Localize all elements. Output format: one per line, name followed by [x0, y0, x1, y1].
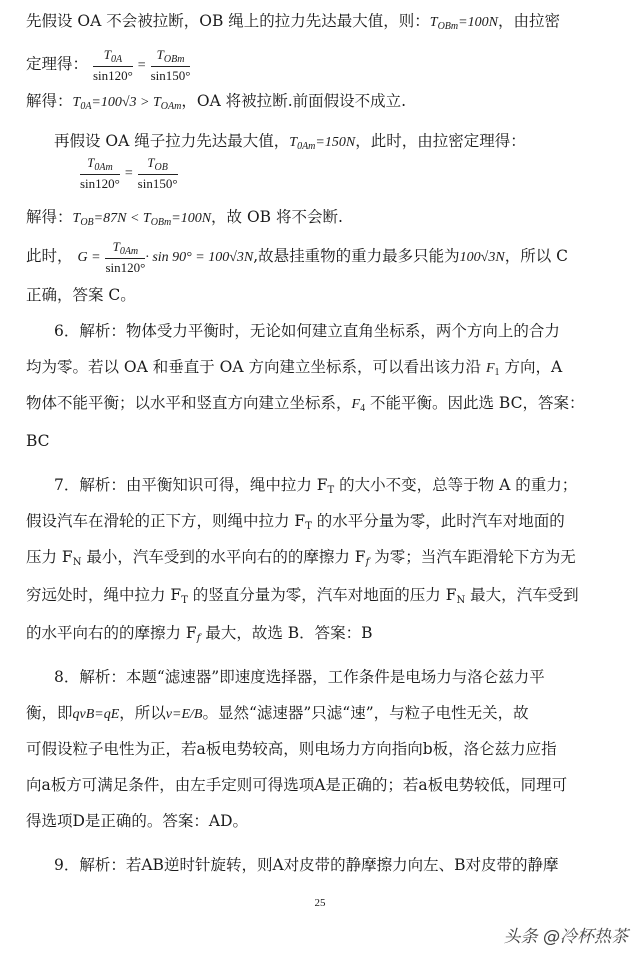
page-number: 25	[314, 897, 326, 909]
fraction: $\frac{T_{0Am}}{\sin 120^\circ}$	[105, 239, 146, 275]
math: · sin 90° = 100√3N	[145, 250, 254, 265]
text-line	[26, 210, 624, 228]
math: 100√3N	[459, 250, 505, 265]
text: ，OA 将被拉断.前面假设不成立.	[181, 92, 407, 110]
text: ,故悬挂重物的重力最多只能为	[253, 247, 460, 265]
equation-line: 定理得： $\frac{T_{0A}}{\sin 120^\circ}$ = $\frac{T_{OBm}}{\sin 150^\circ}$	[26, 47, 191, 83]
text: 解得：	[26, 208, 73, 226]
watermark: 头条 @冷杯热茶	[503, 927, 628, 947]
text: 此时，	[26, 247, 73, 265]
text: 定理得：	[26, 55, 89, 73]
text: ，故 OB 将不会断.	[211, 208, 343, 226]
text-line: 假设汽车在滑轮的正下方，则绳中拉力 $F_T$ 的水平分量为零，此时汽车对地面的	[26, 512, 565, 532]
text: ，所以 C	[504, 247, 568, 265]
text: ，由拉密	[497, 12, 560, 30]
text: 解得：	[26, 92, 73, 110]
text-line	[26, 94, 624, 112]
equation-line: $\frac{T_{0Am}}{\sin 120^\circ}$ = $\frac{T_{OB}}{\sin 150^\circ}$	[80, 155, 178, 191]
text-line: BC	[26, 432, 50, 450]
math: $T_{0Am}=150N$	[289, 135, 356, 152]
text: ，此时，由拉密定理得：	[355, 132, 526, 150]
text-line: 9．解析：若AB逆时针旋转，则A对皮带的静摩擦力向左、B对皮带的静摩	[54, 856, 559, 874]
text-line: 衡，即qvB=qE，所以v=E/B。显然“滤速器”只滤“速”，与粒子电性无关，故	[26, 704, 529, 722]
text-line: 正确，答案 C。	[26, 286, 136, 304]
math: $T_{OBm}=100N$	[429, 15, 498, 32]
math: $T_{0A}=100√3 > T_{OAm}$	[72, 95, 182, 112]
text-line: 6．解析：物体受力平衡时，无论如何建立直角坐标系，两个方向上的合力	[54, 322, 560, 340]
text: 再假设 OA 绳子拉力先达最大值，	[54, 132, 290, 150]
text-line: 的水平向右的的摩擦力 $F_f$ 最大，故选 B．答案：B	[26, 624, 373, 644]
text-line: 压力 $F_N$ 最小，汽车受到的水平向右的的摩擦力 $F_f$ 为零；当汽车距滑轮下方为无	[26, 548, 576, 568]
text-line: 8．解析：本题“滤速器”即速度选择器，工作条件是电场力与洛仑兹力平	[54, 668, 545, 686]
text-line: 穷远处时，绳中拉力 $F_T$ 的竖直分量为零，汽车对地面的压力 $F_N$ 最大，汽车受到	[26, 586, 579, 606]
text-line: 7．解析：由平衡知识可得，绳中拉力 $F_T$ 的大小不变，总等于物 A 的重力；	[54, 476, 578, 496]
equation-line	[26, 240, 624, 274]
fraction: $\frac{T_{0A}}{\sin 120^\circ}$	[92, 47, 133, 83]
math: $T_{OB}=87N < T_{OBm}=100N$	[72, 211, 212, 228]
text-line: 物体不能平衡；以水平和竖直方向建立坐标系，$F_4$ 不能平衡。因此选 BC，答案：	[26, 394, 585, 414]
text-line: 可假设粒子电性为正，若a板电势较高，则电场力方向指向b板，洛仑兹力应指	[26, 740, 557, 758]
text-line: 得选项D是正确的。答案：AD。	[26, 812, 249, 830]
fraction: $\frac{T_{OB}}{\sin 150^\circ}$	[137, 155, 178, 191]
text-line	[54, 134, 624, 152]
fraction: $\frac{T_{0Am}}{\sin 120^\circ}$	[80, 155, 120, 191]
text: 先假设 OA 不会被拉断，OB 绳上的拉力先达最大值，则：	[26, 12, 430, 30]
text-line: 均为零。若以 OA 和垂直于 OA 方向建立坐标系，可以看出该力沿 $F_1$ 方向，A	[26, 358, 563, 378]
fraction: $\frac{T_{OBm}}{\sin 150^\circ}$	[150, 47, 191, 83]
text-line	[26, 14, 624, 32]
math: G =	[77, 250, 101, 265]
text-line: 向a板方可满足条件，由左手定则可得选项A是正确的；若a板电势较低，同理可	[26, 776, 568, 794]
